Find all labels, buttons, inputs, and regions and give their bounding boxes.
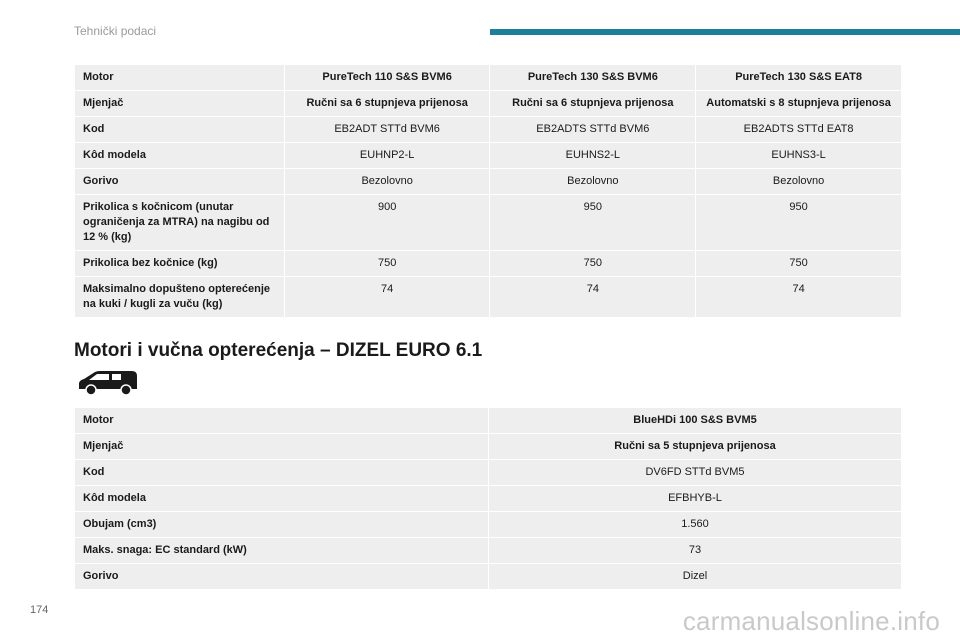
row-label: Prikolica s kočnicom (unutar ograničenja za MTRA) na nagibu od 12 % (kg): [75, 195, 285, 251]
table-row: [75, 538, 902, 564]
table-row: [75, 460, 902, 486]
watermark: carmanualsonline.info: [682, 606, 940, 636]
row-label: Prikolica bez kočnice (kg): [75, 251, 285, 277]
cell-value: 750: [490, 251, 696, 277]
table-row: [75, 512, 902, 538]
row-label: Motor: [75, 65, 285, 91]
table-row: [75, 486, 902, 512]
cell-value: EB2ADTS STTd BVM6: [490, 117, 696, 143]
row-label: Kod: [75, 460, 489, 486]
cell-value: 1.560: [488, 512, 901, 538]
page-header-title: Tehnički podaci: [74, 24, 157, 38]
cell-value: Ručni sa 6 stupnjeva prijenosa: [490, 91, 696, 117]
table-row: [75, 91, 902, 117]
cell-value: 74: [490, 277, 696, 318]
header-accent-bar: [490, 29, 960, 35]
row-label: Kôd modela: [75, 143, 285, 169]
cell-value: 74: [284, 277, 490, 318]
cell-value: BlueHDi 100 S&S BVM5: [488, 408, 901, 434]
cell-value: Bezolovno: [490, 169, 696, 195]
cell-value: 950: [490, 195, 696, 251]
cell-value: DV6FD STTd BVM5: [488, 460, 901, 486]
cell-value: EUHNS3-L: [696, 143, 902, 169]
cell-value: 750: [284, 251, 490, 277]
row-label: Mjenjač: [75, 91, 285, 117]
row-label: Motor: [75, 408, 489, 434]
table-row: [75, 65, 902, 91]
cell-value: 73: [488, 538, 901, 564]
cell-value: Ručni sa 5 stupnjeva prijenosa: [488, 434, 901, 460]
cell-value: Automatski s 8 stupnjeva prijenosa: [696, 91, 902, 117]
cell-value: Dizel: [488, 564, 901, 590]
table-row: [75, 117, 902, 143]
row-label: Gorivo: [75, 169, 285, 195]
cell-value: 750: [696, 251, 902, 277]
row-label: Maksimalno dopušteno opterećenje na kuki / kugli za vuču (kg): [75, 277, 285, 318]
van-icon: [76, 368, 140, 396]
cell-value: 900: [284, 195, 490, 251]
cell-value: PureTech 130 S&S EAT8: [696, 65, 902, 91]
row-label: Mjenjač: [75, 434, 489, 460]
cell-value: EB2ADTS STTd EAT8: [696, 117, 902, 143]
cell-value: EB2ADT STTd BVM6: [284, 117, 490, 143]
row-label: Kôd modela: [75, 486, 489, 512]
table-row: [75, 143, 902, 169]
cell-value: Ručni sa 6 stupnjeva prijenosa: [284, 91, 490, 117]
cell-value: Bezolovno: [696, 169, 902, 195]
section-heading: Motori i vučna opterećenja – DIZEL EURO 6.1: [74, 340, 483, 361]
cell-value: 950: [696, 195, 902, 251]
petrol-engine-spec-table: [74, 64, 902, 318]
row-label: Obujam (cm3): [75, 512, 489, 538]
diesel-engine-spec-table: [74, 407, 902, 590]
cell-value: EFBHYB-L: [488, 486, 901, 512]
row-label: Maks. snaga: EC standard (kW): [75, 538, 489, 564]
cell-value: EUHNS2-L: [490, 143, 696, 169]
table-row: [75, 277, 902, 318]
cell-value: EUHNP2-L: [284, 143, 490, 169]
table-row: [75, 408, 902, 434]
table-row: [75, 251, 902, 277]
table-row: [75, 564, 902, 590]
row-label: Kod: [75, 117, 285, 143]
cell-value: 74: [696, 277, 902, 318]
table-row: [75, 169, 902, 195]
cell-value: Bezolovno: [284, 169, 490, 195]
row-label: Gorivo: [75, 564, 489, 590]
table-row: [75, 434, 902, 460]
page-number: 174: [30, 604, 49, 616]
cell-value: PureTech 110 S&S BVM6: [284, 65, 490, 91]
table-row: [75, 195, 902, 251]
cell-value: PureTech 130 S&S BVM6: [490, 65, 696, 91]
